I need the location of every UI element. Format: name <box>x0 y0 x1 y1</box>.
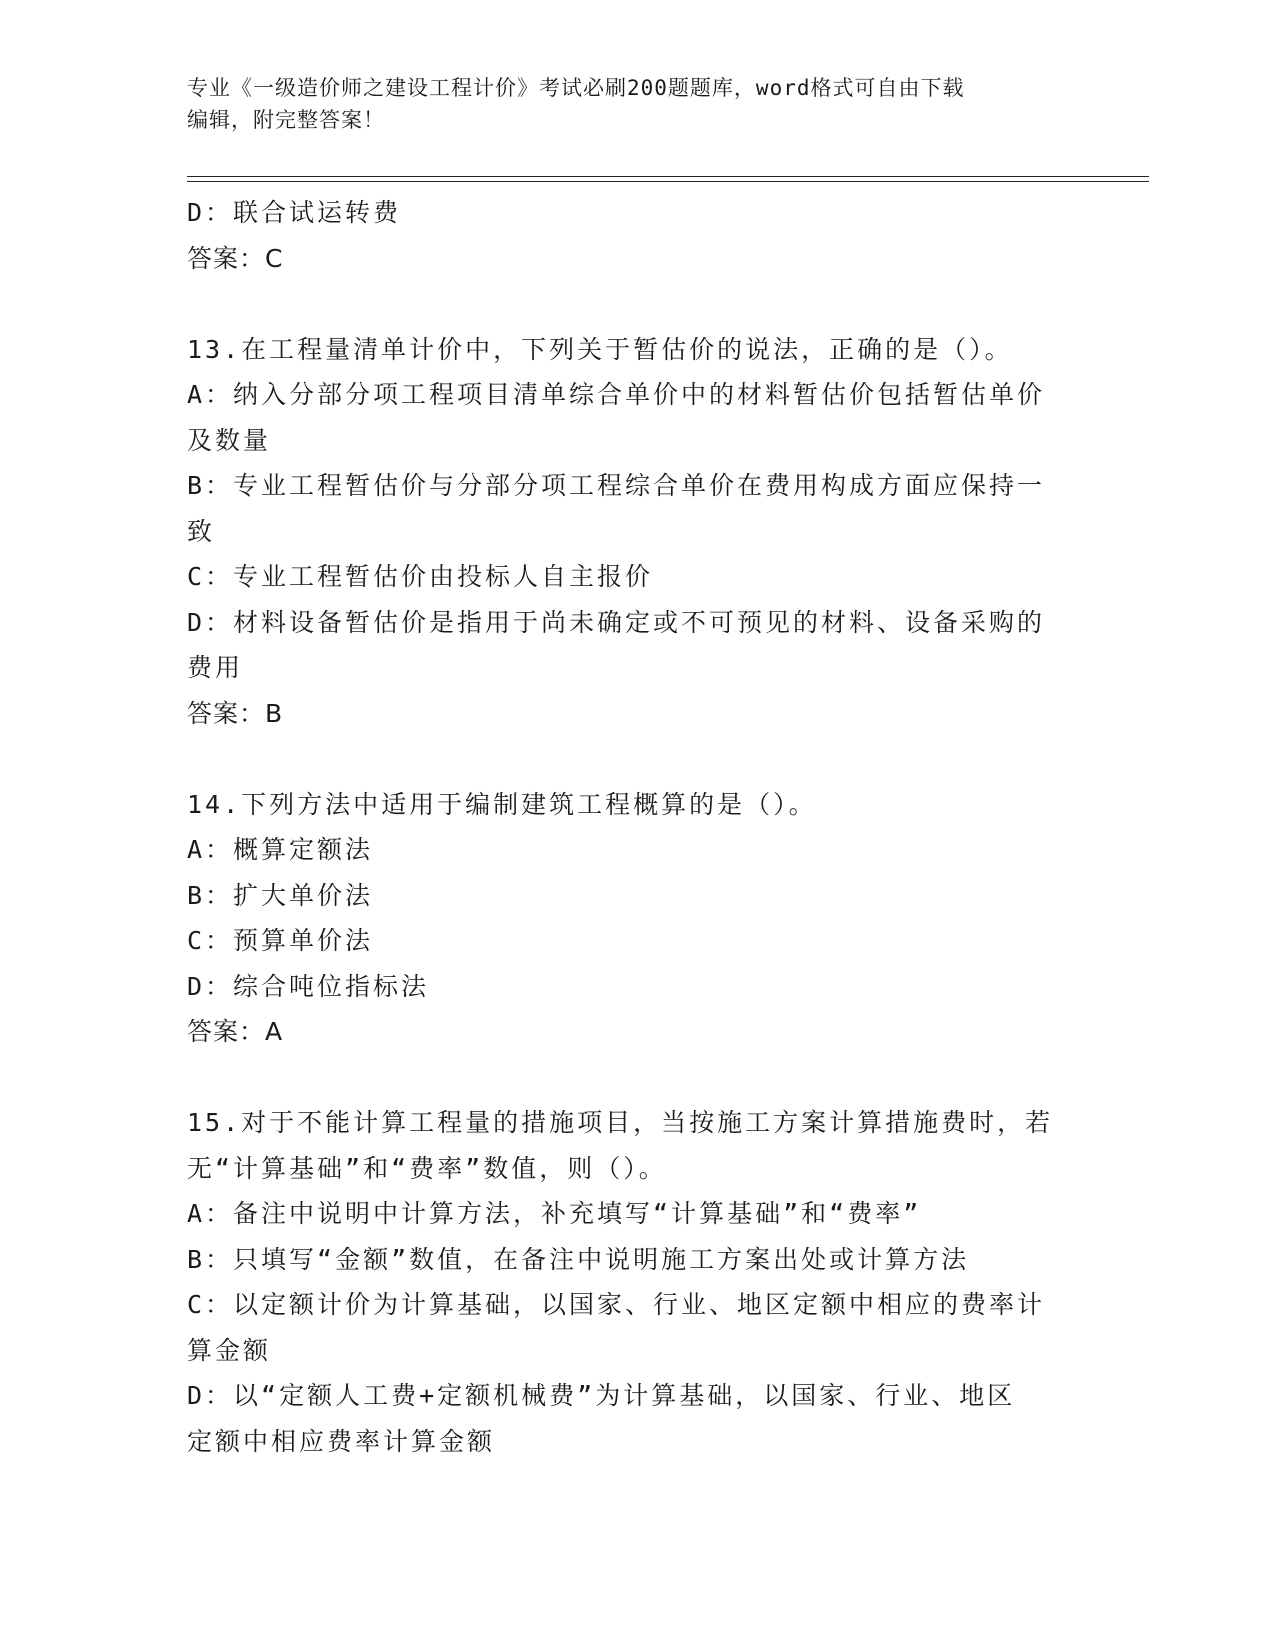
option-a-cont: 及数量 <box>187 425 272 455</box>
option-b: B：扩大单价法 <box>187 880 374 910</box>
header-divider-bottom <box>187 181 1149 182</box>
option-a: A：纳入分部分项工程项目清单综合单价中的材料暂估价包括暂估单价 <box>187 380 1046 409</box>
answer: 答案：A <box>187 1017 284 1046</box>
option-d: D：材料设备暂估价是指用于尚未确定或不可预见的材料、设备采购的 <box>187 607 1046 637</box>
spacer <box>187 736 1067 782</box>
option-d-cont: 费用 <box>187 653 244 682</box>
option-d: D：综合吨位指标法 <box>187 971 430 1001</box>
question-stem-cont: 无“计算基础”和“费率”数值，则（）。 <box>187 1153 667 1183</box>
header-divider-top <box>187 176 1149 177</box>
option-c: C：专业工程暂估价由投标人自主报价 <box>187 562 654 591</box>
option-b: B：只填写“金额”数值，在备注中说明施工方案出处或计算方法 <box>187 1244 970 1274</box>
prev-option-d: D：联合试运转费 <box>187 198 402 227</box>
option-c: C：预算单价法 <box>187 926 374 955</box>
option-c: C：以定额计价为计算基础，以国家、行业、地区定额中相应的费率计 <box>187 1290 1046 1319</box>
answer: 答案：B <box>187 698 284 728</box>
document-header <box>187 72 1067 136</box>
option-b-cont: 致 <box>187 516 216 546</box>
question-14 <box>187 782 1067 1055</box>
question-stem: 15.对于不能计算工程量的措施项目，当按施工方案计算措施费时，若 <box>187 1108 1054 1137</box>
spacer <box>187 1055 1067 1101</box>
header-line-1: 专业《一级造价师之建设工程计价》考试必刷200题题库，word格式可自由下载 <box>187 76 965 100</box>
question-13 <box>187 327 1067 737</box>
option-a: A：概算定额法 <box>187 835 374 864</box>
question-stem: 14.下列方法中适用于编制建筑工程概算的是（）。 <box>187 789 817 819</box>
option-c-cont: 算金额 <box>187 1335 272 1365</box>
option-a: A：备注中说明中计算方法，补充填写“计算基础”和“费率” <box>187 1199 922 1228</box>
question-stem: 13.在工程量清单计价中，下列关于暂估价的说法，正确的是（）。 <box>187 334 1013 364</box>
question-content <box>187 190 1067 1464</box>
question-15 <box>187 1100 1067 1464</box>
option-d-cont: 定额中相应费率计算金额 <box>187 1426 496 1456</box>
header-line-2: 编辑，附完整答案！ <box>187 108 385 132</box>
spacer <box>187 281 1067 327</box>
option-d: D：以“定额人工费+定额机械费”为计算基础，以国家、行业、地区 <box>187 1381 1016 1410</box>
prev-answer: 答案：C <box>187 243 284 273</box>
option-b: B：专业工程暂估价与分部分项工程综合单价在费用构成方面应保持一 <box>187 471 1046 500</box>
